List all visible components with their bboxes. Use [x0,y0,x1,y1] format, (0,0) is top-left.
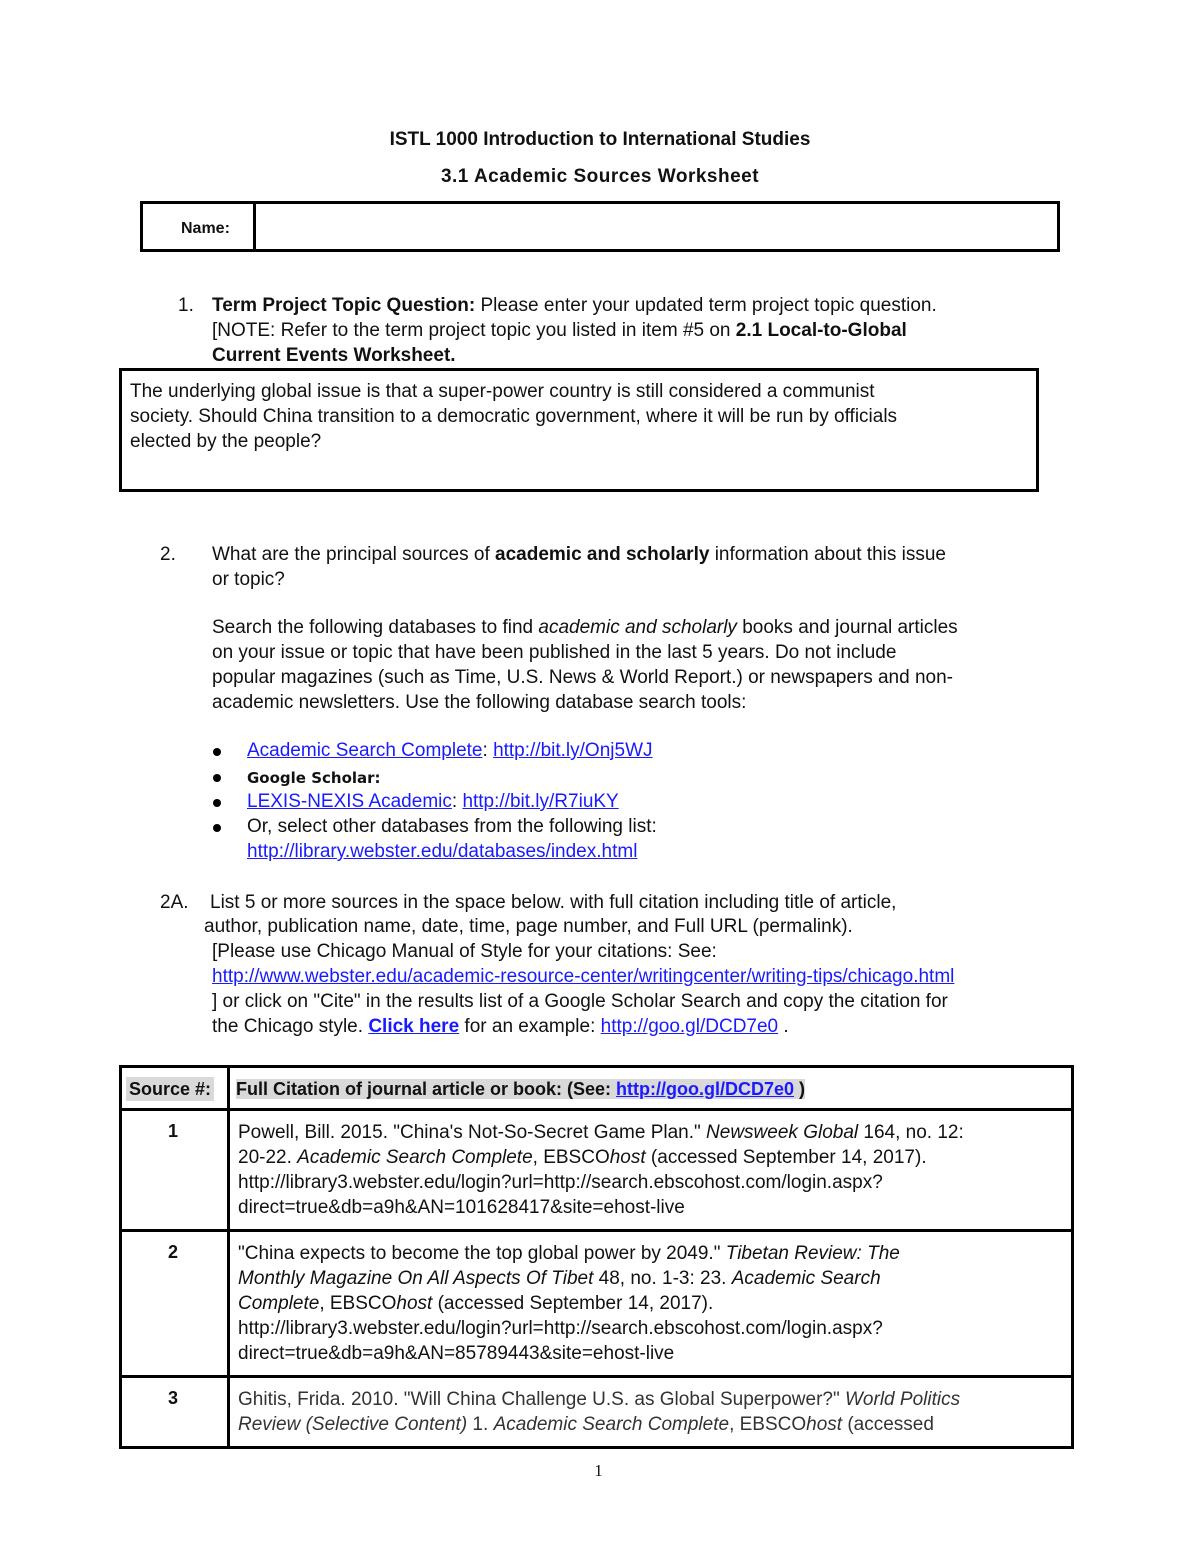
q1-note-text: [NOTE: Refer to the term project topic you listed in item #5 on [212,320,736,341]
q1-answer-line: society. Should China transition to a democratic government, where it will be run by officials [130,406,898,427]
citation-line [238,1121,964,1145]
citation-line [238,1292,713,1316]
name-label: Name: [181,220,230,237]
google-scholar-label: Google Scholar: [247,769,381,787]
citation-line [238,1146,927,1170]
q2-instr-text: Search the following databases to find [212,617,539,638]
q1-answer-line: elected by the people? [130,431,322,452]
q1-text: Please enter your updated term project topic question. [475,295,937,316]
citation-text: , EBSCO [319,1293,397,1314]
q2a-line: List 5 or more sources in the space below. with full citation including title of article, [210,892,897,913]
q2a-text: the Chicago style. [212,1016,369,1037]
header-full-citation [236,1077,805,1101]
q1-note-worksheet: 2.1 Local-to-Global [735,320,907,341]
chicago-style-link[interactable]: http://www.webster.edu/academic-resource-center/writingcenter/writing-tips/chicago.html [212,966,955,987]
q2a-line6 [212,1015,789,1039]
citation-url-line: direct=true&db=a9h&AN=101628417&site=ehost-live [238,1197,685,1218]
citation-italic: host [396,1293,433,1314]
academic-search-complete-link[interactable]: Academic Search Complete [247,740,483,761]
row-number: 3 [167,1388,178,1408]
library-databases-link[interactable]: http://library.webster.edu/databases/index.html [247,841,638,862]
q2a-line: author, publication name, date, time, page number, and Full URL (permalink). [204,916,853,937]
header-source-number: Source #: [126,1077,214,1101]
q2a-line: ] or click on "Cite" in the results list of a Google Scholar Search and copy the citation for [212,991,948,1012]
citation-url-line: direct=true&db=a9h&AN=85789443&site=ehost-live [238,1343,675,1364]
row-number: 1 [167,1121,178,1141]
q2-instr-line: popular magazines (such as Time, U.S. News & World Report.) or newspapers and non- [212,667,953,688]
q2-text: information about this issue [709,544,946,565]
q2-instructions [212,616,958,640]
citation-italic: Academic Search [731,1268,881,1289]
citation-text: 20-22. [238,1147,298,1168]
citation-text: Powell, Bill. 2015. "China's Not-So-Secret Game Plan." [238,1122,707,1143]
bullet-icon [213,799,221,807]
q1-note [212,319,907,343]
q1-note-worksheet-2: Current Events Worksheet. [212,345,456,366]
citation-text: 164, no. 12: [858,1122,964,1143]
lexis-url-link[interactable]: http://bit.ly/R7iuKY [462,791,619,812]
q2-instr-line: on your issue or topic that have been published in the last 5 years. Do not include [212,642,897,663]
citation-text: 1. [467,1414,494,1435]
header-citation-link[interactable]: http://goo.gl/DCD7e0 [616,1079,795,1099]
q2a-text: . [778,1016,789,1037]
q2a-line: [Please use Chicago Manual of Style for your citations: See: [212,941,717,962]
citation-text: , EBSCO [729,1414,807,1435]
q2-question-line2: or topic? [212,569,285,590]
q2-instr-italic: academic and scholarly [538,617,737,638]
table-row-divider [119,1229,1074,1232]
citation-text: (accessed September 14, 2017). [432,1293,714,1314]
citation-line [238,1388,960,1412]
q2a-text: for an example: [459,1016,601,1037]
example-link[interactable]: http://goo.gl/DCD7e0 [600,1016,779,1037]
citation-italic: Academic Search Complete [493,1414,730,1435]
table-column-divider [227,1065,230,1449]
q2-bold: academic and scholarly [495,544,710,565]
citation-italic: host [806,1414,843,1435]
name-input[interactable] [262,214,1052,244]
q2a-number: 2A. [160,892,189,913]
q1-answer-line: The underlying global issue is that a super-power country is still considered a communist [130,381,875,402]
q1-prompt [212,294,937,318]
document-subtitle: 3.1 Academic Sources Worksheet [440,166,760,187]
table-row-divider [119,1108,1074,1111]
citation-text: Ghitis, Frida. 2010. "Will China Challenge U.S. as Global Superpower?" [238,1389,845,1410]
lexis-nexis-link[interactable]: LEXIS-NEXIS Academic [247,791,452,812]
bullet-icon [213,774,221,782]
bullet-icon [213,748,221,756]
header-citation-end: ) [794,1079,806,1099]
click-here-link[interactable]: Click here [368,1016,460,1037]
citation-italic: Complete [238,1293,320,1314]
q2-text: What are the principal sources of [212,544,496,565]
academic-search-url-link[interactable]: http://bit.ly/Onj5WJ [493,740,653,761]
citation-text: , EBSCO [532,1147,610,1168]
row-number: 2 [167,1242,178,1262]
table-row-divider [119,1375,1074,1378]
citation-text: (accessed [842,1414,934,1435]
bullet-icon [213,824,221,832]
citation-line [238,1413,934,1437]
q1-label: Term Project Topic Question: [212,295,476,316]
header-citation-text: Full Citation of journal article or book: (See: [236,1079,617,1099]
q2-instr-text: books and journal articles [736,617,958,638]
document-title: ISTL 1000 Introduction to International Studies [389,129,811,150]
name-divider [253,201,256,252]
citation-italic: Monthly Magazine On All Aspects Of Tibet [238,1268,594,1289]
q2-instr-line: academic newsletters. Use the following database search tools: [212,692,747,713]
citation-line [238,1267,881,1291]
citation-url-line: http://library3.webster.edu/login?url=http://search.ebscohost.com/login.aspx? [238,1172,883,1193]
citation-text: 48, no. 1-3: 23. [593,1268,732,1289]
citation-italic: host [609,1147,646,1168]
citation-url-line: http://library3.webster.edu/login?url=http://search.ebscohost.com/login.aspx? [238,1318,883,1339]
q2-question [212,543,946,567]
citation-italic: Academic Search Complete [297,1147,533,1168]
citation-italic: World Politics [845,1389,961,1410]
q1-number: 1. [178,295,194,316]
citation-line [238,1242,900,1266]
citation-text: (accessed September 14, 2017). [645,1147,927,1168]
citation-italic: Review (Selective Content) [238,1414,468,1435]
bullet-other-text: Or, select other databases from the following list: [247,816,657,837]
separator: : [451,791,458,812]
page-number: 1 [594,1461,603,1480]
bullet-lexis [247,790,619,814]
citation-italic: Newsweek Global [706,1122,859,1143]
separator: : [482,740,488,761]
q2-number: 2. [160,544,176,565]
citation-italic: Tibetan Review: The [725,1243,900,1264]
bullet-academic-search [247,739,653,763]
citation-text: "China expects to become the top global power by 2049." [238,1243,726,1264]
